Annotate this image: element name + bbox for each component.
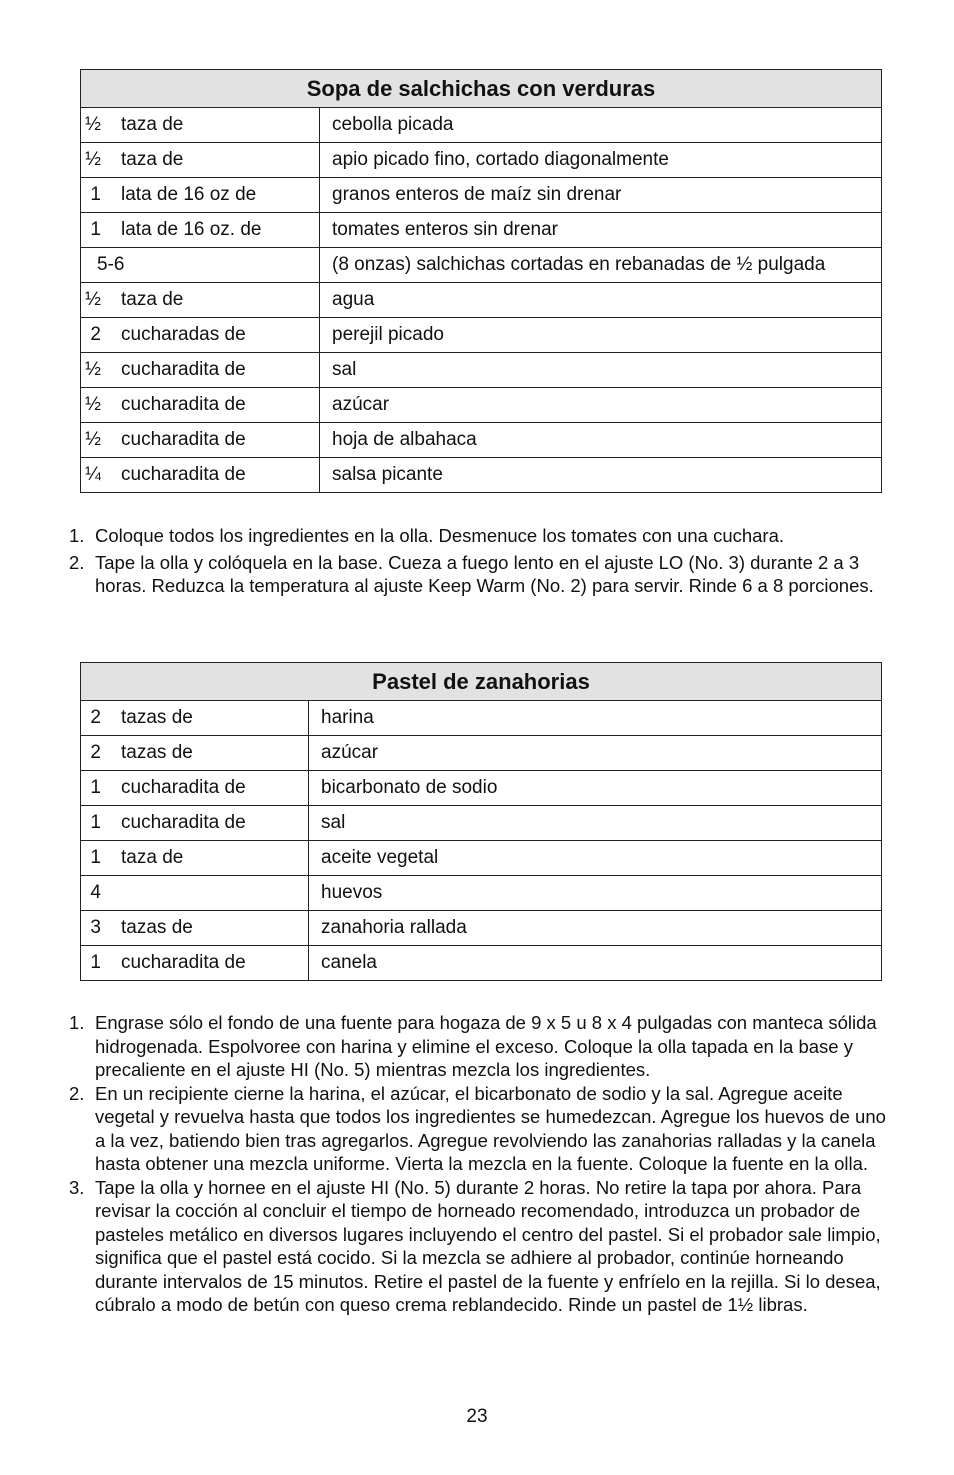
quantity-cell [81,911,309,946]
table-row [81,458,882,493]
quantity-cell [81,771,309,806]
ingredient-cell [320,108,882,143]
table-row [81,701,882,736]
quantity-cell [81,806,309,841]
ingredient-cell [320,423,882,458]
instruction-step [64,1176,894,1317]
instruction-step [64,524,894,548]
table-row [81,178,882,213]
step-number: 1. [69,1012,85,1033]
quantity-cell [81,318,320,353]
ingredient-unit: lata de 16 oz. de [121,219,262,240]
ingredient-quantity: 1 [90,777,101,798]
page-number: 23 [466,1406,488,1427]
ingredient-quantity: ½ [85,359,101,380]
quantity-cell [81,736,309,771]
ingredient-unit: cucharadita de [121,464,246,485]
ingredient-quantity: 1 [90,847,101,868]
table-row [81,736,882,771]
ingredient-unit: cucharadita de [121,812,246,833]
instructions-list-pastel [64,1011,894,1317]
ingredient-cell [309,701,882,736]
ingredient-name: sal [321,812,346,833]
ingredient-quantity: 2 [90,324,101,345]
ingredient-quantity: 3 [90,917,101,938]
ingredient-name: harina [321,707,374,728]
ingredient-quantity: ¼ [85,464,101,485]
ingredient-cell [309,841,882,876]
ingredient-cell [320,213,882,248]
ingredient-name: zanahoria rallada [321,917,467,938]
step-text: Coloque todos los ingredientes en la olla. Desmenuce los tomates con una cuchara. [95,525,785,546]
ingredient-name: agua [332,289,375,310]
ingredients-table-sopa [80,69,882,493]
quantity-cell [81,248,320,283]
ingredient-cell [320,248,882,283]
ingredient-name: (8 onzas) salchichas cortadas en rebanadas de ½ pulgada [332,254,826,275]
ingredient-quantity: 2 [90,707,101,728]
ingredient-name: tomates enteros sin drenar [332,219,559,240]
ingredient-unit: cucharadita de [121,777,246,798]
instruction-step [64,1082,894,1176]
quantity-cell [81,458,320,493]
ingredient-cell [320,353,882,388]
ingredient-cell [320,388,882,423]
ingredient-quantity: 1 [90,812,101,833]
ingredient-quantity: 1 [90,184,101,205]
quantity-cell [81,876,309,911]
step-text: Tape la olla y hornee en el ajuste HI (No. 5) durante 2 horas. No retire la tapa por ahora. Para revisar la cocción al concluir el tiempo de horneado recomendado, introduzca un probador de pasteles metálico en diversos lugares incluyendo el centro del pastel. Si el probador sale limpio, significa que el pastel está cocido. Si la mezcla se adhiere al probador, continúe horneando durante intervalos de 15 minutos. Retire el pastel de la fuente y enfríelo en la rejilla. Si lo desea, cúbralo a modo de betún con queso crema reblandecido. Rinde un pastel de 1½ libras. [95,1176,881,1315]
table-row [81,423,882,458]
ingredient-quantity: ½ [85,429,101,450]
ingredient-cell [309,876,882,911]
table-row [81,248,882,283]
table-row [81,806,882,841]
step-text: Engrase sólo el fondo de una fuente para hogaza de 9 x 5 u 8 x 4 pulgadas con manteca sólida hidrogenada. Espolvoree con harina y elimine el exceso. Coloque la olla tapada en la base y precaliente en el ajuste HI (No. 5) mientras mezcla los ingredientes. [95,1012,877,1080]
ingredient-quantity: 2 [90,742,101,763]
ingredient-name: bicarbonato de sodio [321,777,498,798]
instruction-step [64,1011,894,1082]
ingredient-unit: cucharadita de [121,952,246,973]
step-text: En un recipiente cierne la harina, el azúcar, el bicarbonato de sodio y la sal. Agregue aceite vegetal y revuelva hasta que todos los ingredientes se humedezcan. Agregue los huevos de uno a la vez, batiendo bien tras agregarlos. Agregue revolviendo las zanahorias ralladas y la canela hasta obtener una mezcla uniforme. Vierta la mezcla en la fuente. Coloque la fuente en la olla. [95,1082,886,1174]
ingredient-name: perejil picado [332,324,444,345]
table-row [81,771,882,806]
ingredient-unit: tazas de [121,742,193,763]
quantity-cell [81,701,309,736]
ingredient-name: hoja de albahaca [332,429,477,450]
ingredient-cell [309,736,882,771]
ingredient-name: salsa picante [332,464,443,485]
step-number: 2. [69,551,85,573]
ingredient-name: aceite vegetal [321,847,439,868]
quantity-cell [81,178,320,213]
ingredient-name: granos enteros de maíz sin drenar [332,184,622,205]
ingredient-cell [320,178,882,213]
step-number: 1. [69,525,85,546]
step-number: 3. [69,1176,85,1198]
ingredient-unit: taza de [121,149,184,170]
ingredient-unit: cucharadita de [121,394,246,415]
quantity-cell [81,108,320,143]
ingredient-unit: tazas de [121,707,193,728]
table-row [81,911,882,946]
table-row [81,353,882,388]
table-row [81,108,882,143]
ingredient-unit: lata de 16 oz de [121,184,257,205]
ingredient-name: canela [321,952,377,973]
ingredients-body [81,108,882,493]
ingredient-name: azúcar [321,742,379,763]
ingredient-quantity: 5-6 [97,254,125,275]
quantity-cell [81,353,320,388]
ingredient-name: huevos [321,882,383,903]
quantity-cell [81,213,320,248]
ingredient-unit: taza de [121,847,184,868]
ingredient-quantity: 1 [90,952,101,973]
ingredient-name: sal [332,359,357,380]
ingredient-quantity: ½ [85,114,101,135]
ingredient-cell [320,143,882,178]
table-row [81,283,882,318]
ingredient-unit: cucharadita de [121,429,246,450]
table-row [81,876,882,911]
table-row [81,841,882,876]
quantity-cell [81,423,320,458]
quantity-cell [81,946,309,981]
ingredient-name: cebolla picada [332,114,454,135]
instruction-step [64,551,894,598]
table-row [81,143,882,178]
step-number: 2. [69,1082,85,1104]
recipe-title: Sopa de salchichas con verduras [81,70,882,108]
ingredient-unit: taza de [121,114,184,135]
table-row [81,388,882,423]
quantity-cell [81,283,320,318]
ingredient-quantity: ½ [85,394,101,415]
table-row [81,318,882,353]
quantity-cell [81,143,320,178]
ingredient-quantity: 1 [90,219,101,240]
table-row [81,946,882,981]
ingredient-cell [320,283,882,318]
ingredient-unit: cucharadita de [121,359,246,380]
ingredients-table-pastel [80,662,882,981]
ingredient-unit: cucharadas de [121,324,246,345]
step-text: Tape la olla y colóquela en la base. Cueza a fuego lento en el ajuste LO (No. 3) durante 2 a 3 horas. Reduzca la temperatura al ajuste Keep Warm (No. 2) para servir. Rinde 6 a 8 porciones. [95,551,874,596]
ingredient-quantity: ½ [85,149,101,170]
ingredient-unit: taza de [121,289,184,310]
ingredient-quantity: 4 [90,882,101,903]
ingredient-quantity: ½ [85,289,101,310]
quantity-cell [81,388,320,423]
ingredient-cell [309,911,882,946]
ingredient-cell [320,318,882,353]
instructions-list-sopa [64,524,894,598]
recipe-title: Pastel de zanahorias [81,663,882,701]
ingredient-cell [309,946,882,981]
ingredient-cell [320,458,882,493]
ingredient-cell [309,771,882,806]
quantity-cell [81,841,309,876]
ingredients-body [81,701,882,981]
ingredient-name: apio picado fino, cortado diagonalmente [332,149,669,170]
ingredient-cell [309,806,882,841]
ingredient-unit: tazas de [121,917,193,938]
ingredient-name: azúcar [332,394,390,415]
table-row [81,213,882,248]
